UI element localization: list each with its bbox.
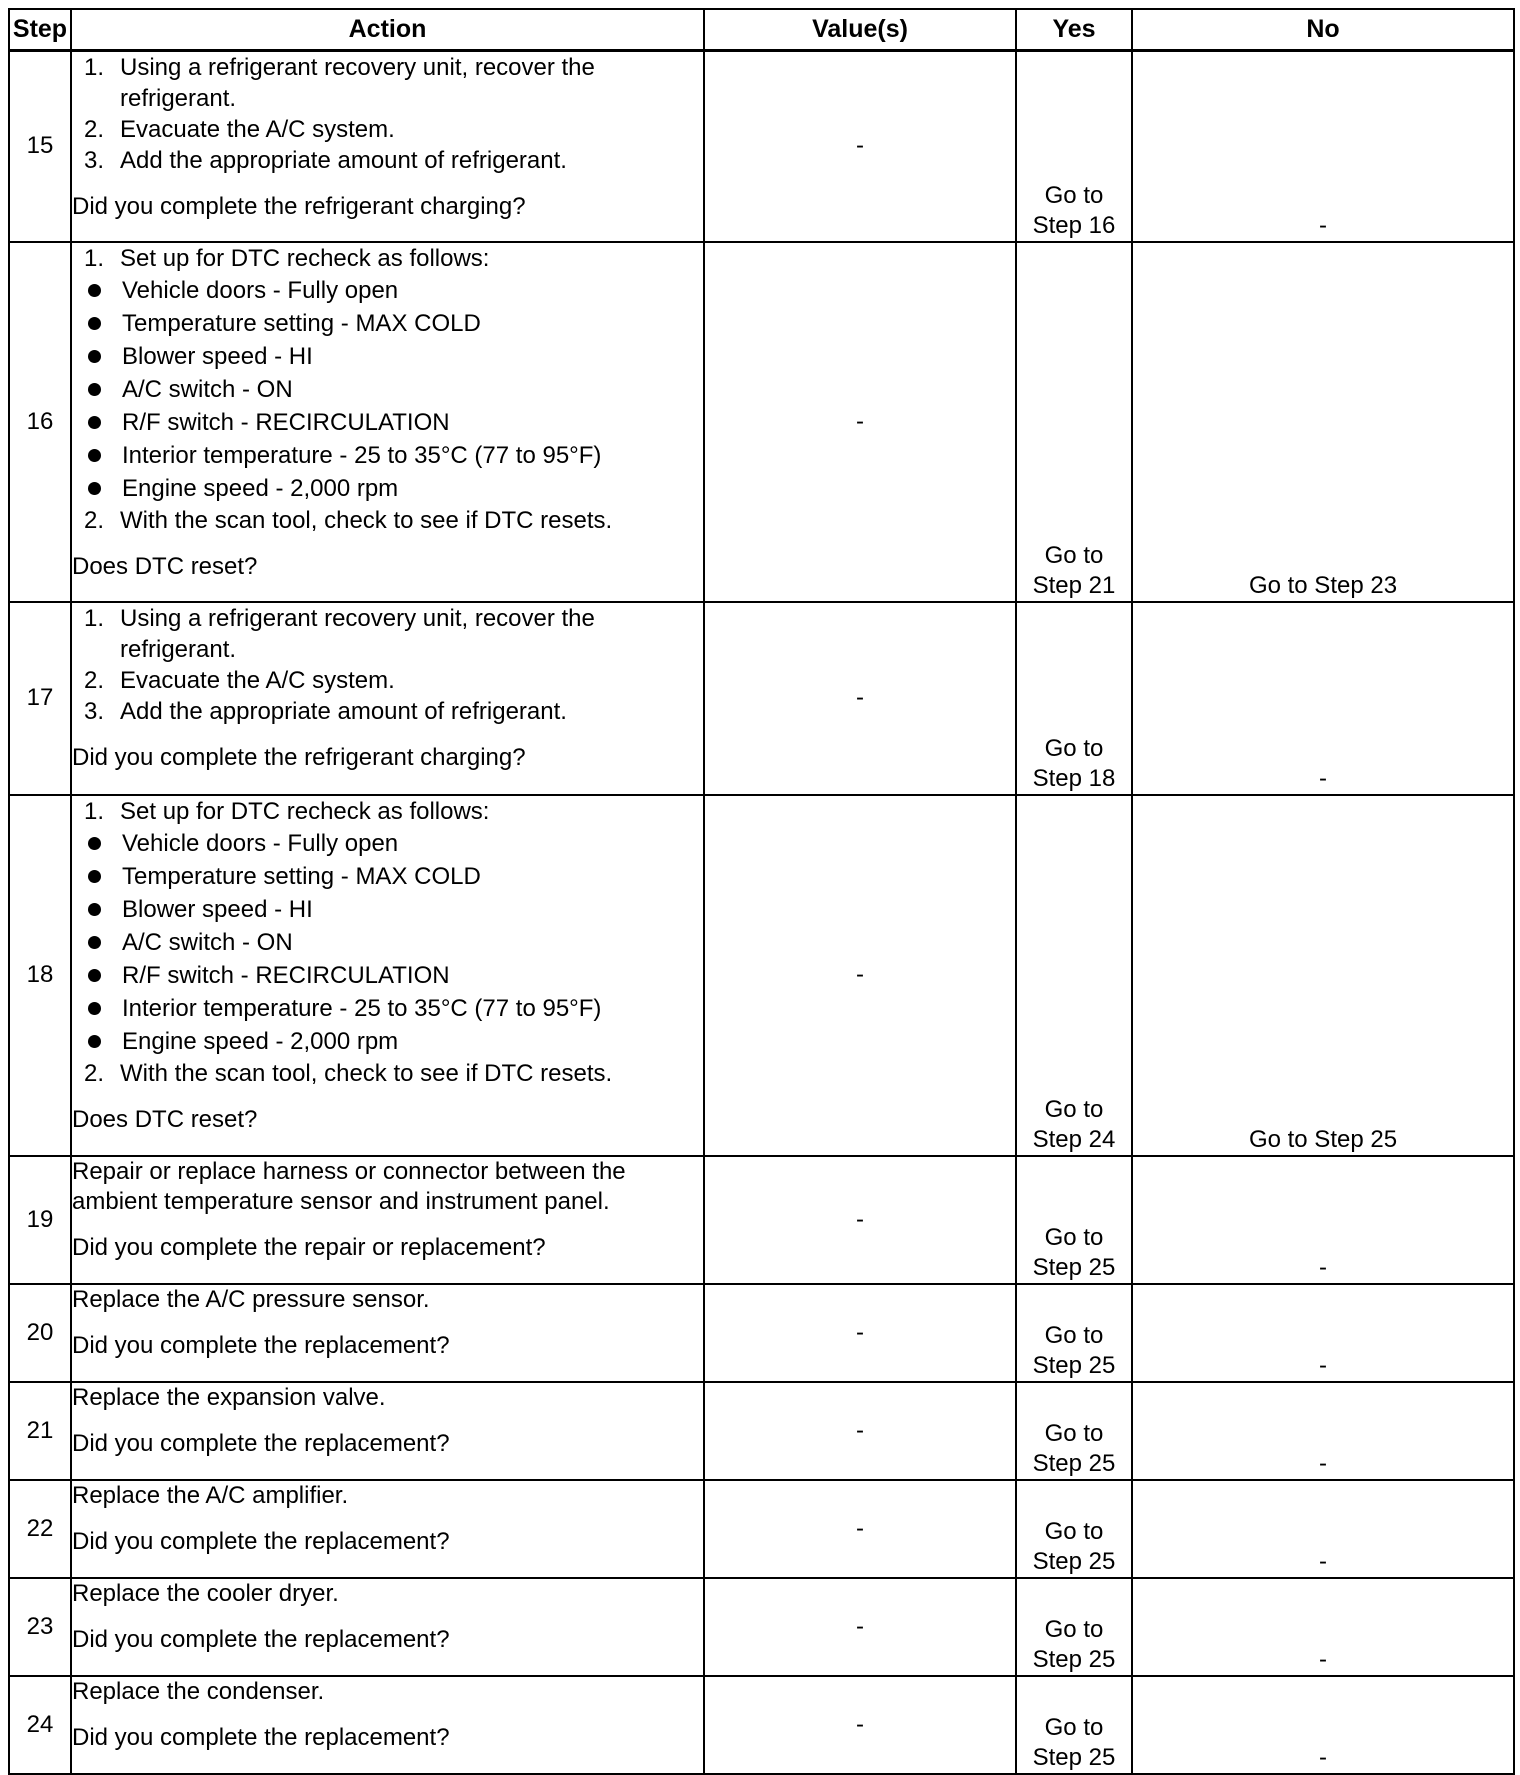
bullet-item — [72, 472, 703, 505]
action-text: Replace the cooler dryer. — [72, 1579, 339, 1607]
bullet-text: Vehicle doors - Fully open — [122, 829, 399, 857]
item-text: Evacuate the A/C system. — [120, 666, 395, 694]
list-item — [72, 145, 703, 176]
action-question: Did you complete the repair or replacement? — [72, 1233, 546, 1261]
yes-line1: Go to — [1044, 1517, 1104, 1545]
bullet-text: R/F switch - RECIRCULATION — [122, 961, 450, 989]
numbered-list — [72, 796, 703, 1089]
header-no: No — [1132, 9, 1514, 51]
action-question: Did you complete the replacement? — [72, 1527, 450, 1555]
step-number: 21 — [9, 1382, 71, 1480]
table-row — [9, 1480, 1514, 1578]
action-cell — [71, 51, 704, 242]
bullet-icon — [88, 903, 101, 916]
table-row — [9, 602, 1514, 795]
step-number: 24 — [9, 1676, 71, 1774]
table-row — [9, 242, 1514, 602]
table-header — [9, 9, 1514, 51]
bullet-text: Vehicle doors - Fully open — [122, 276, 399, 304]
action-text: Replace the A/C amplifier. — [72, 1481, 349, 1509]
numbered-list — [72, 603, 703, 727]
action-text: Replace the expansion valve. — [72, 1383, 386, 1411]
bullet-item — [72, 860, 703, 893]
list-item — [72, 1058, 703, 1089]
bullet-text: Interior temperature - 25 to 35°C (77 to 95°F) — [122, 994, 602, 1022]
action-text: Repair or replace harness or connector between the ambient temperature sensor and instrument panel. — [72, 1157, 626, 1215]
table-row — [9, 1382, 1514, 1480]
bullet-item — [72, 992, 703, 1025]
bullet-icon — [88, 969, 101, 982]
header-values: Value(s) — [704, 9, 1016, 51]
item-number: 2. — [84, 506, 105, 534]
action-cell — [71, 1382, 704, 1480]
bullet-text: Engine speed - 2,000 rpm — [122, 474, 399, 502]
action-text: Replace the condenser. — [72, 1677, 325, 1705]
value-cell: - — [704, 51, 1016, 242]
no-cell: - — [1132, 1578, 1514, 1676]
table-body — [9, 51, 1514, 1774]
bullet-item — [72, 893, 703, 926]
action-cell — [71, 1676, 704, 1774]
yes-cell — [1016, 1156, 1132, 1284]
step-number: 23 — [9, 1578, 71, 1676]
item-number: 3. — [84, 147, 105, 174]
table-row — [9, 1156, 1514, 1284]
no-cell: - — [1132, 51, 1514, 242]
step-number: 15 — [9, 51, 71, 242]
bullet-text: Temperature setting - MAX COLD — [122, 862, 481, 890]
bullet-icon — [88, 383, 101, 396]
bullet-item — [72, 340, 703, 373]
yes-line1: Go to — [1044, 181, 1104, 209]
bullet-icon — [88, 482, 101, 495]
bullet-text: R/F switch - RECIRCULATION — [122, 408, 450, 436]
item-text: Set up for DTC recheck as follows: — [120, 244, 490, 272]
bullet-item — [72, 1025, 703, 1058]
value-cell: - — [704, 795, 1016, 1156]
bullet-item — [72, 926, 703, 959]
no-cell: - — [1132, 1676, 1514, 1774]
no-cell: Go to Step 23 — [1132, 242, 1514, 602]
table-row — [9, 1284, 1514, 1382]
yes-line1: Go to — [1044, 1223, 1104, 1251]
header-yes: Yes — [1016, 9, 1132, 51]
yes-cell — [1016, 1578, 1132, 1676]
action-question: Did you complete the replacement? — [72, 1429, 450, 1457]
yes-line2: Step 25 — [1032, 1547, 1116, 1575]
no-cell: - — [1132, 1156, 1514, 1284]
table-row — [9, 1676, 1514, 1774]
item-number: 3. — [84, 697, 105, 725]
step-number: 19 — [9, 1156, 71, 1284]
yes-line2: Step 25 — [1032, 1449, 1116, 1477]
step-number: 20 — [9, 1284, 71, 1382]
item-text: With the scan tool, check to see if DTC resets. — [120, 506, 613, 534]
action-question: Did you complete the replacement? — [72, 1723, 450, 1751]
bullet-icon — [88, 1035, 101, 1048]
action-cell — [71, 1578, 704, 1676]
list-item — [72, 505, 703, 536]
bullet-icon — [88, 317, 101, 330]
no-cell: - — [1132, 602, 1514, 795]
item-number: 1. — [84, 604, 105, 632]
item-number: 1. — [84, 244, 105, 272]
bullet-item — [72, 959, 703, 992]
bullet-item — [72, 406, 703, 439]
no-cell: - — [1132, 1480, 1514, 1578]
bullet-text: Temperature setting - MAX COLD — [122, 309, 481, 337]
yes-cell — [1016, 1382, 1132, 1480]
yes-cell — [1016, 51, 1132, 242]
yes-line2: Step 25 — [1032, 1743, 1116, 1771]
bullet-item — [72, 827, 703, 860]
list-item — [72, 114, 703, 145]
yes-line2: Step 25 — [1032, 1253, 1116, 1281]
value-cell: - — [704, 1676, 1016, 1774]
action-cell — [71, 1156, 704, 1284]
yes-cell — [1016, 795, 1132, 1156]
bullet-text: A/C switch - ON — [122, 375, 293, 403]
item-text: Add the appropriate amount of refrigerant. — [120, 147, 567, 174]
value-cell: - — [704, 1480, 1016, 1578]
action-question: Does DTC reset? — [72, 552, 258, 580]
bullet-icon — [88, 449, 101, 462]
table-row — [9, 1578, 1514, 1676]
list-item — [72, 696, 703, 727]
yes-line2: Step 24 — [1032, 1125, 1116, 1153]
item-number: 2. — [84, 116, 105, 143]
list-item — [72, 52, 703, 114]
list-item — [72, 796, 703, 1058]
value-cell: - — [704, 602, 1016, 795]
item-text: Using a refrigerant recovery unit, recover the refrigerant. — [120, 604, 595, 663]
numbered-list — [72, 52, 703, 176]
yes-line2: Step 18 — [1032, 764, 1116, 792]
bullet-text: Blower speed - HI — [122, 895, 313, 923]
yes-cell — [1016, 1284, 1132, 1382]
yes-line2: Step 16 — [1032, 211, 1116, 239]
yes-line1: Go to — [1044, 1095, 1104, 1123]
value-cell: - — [704, 242, 1016, 602]
step-number: 18 — [9, 795, 71, 1156]
bullet-item — [72, 373, 703, 406]
list-item — [72, 243, 703, 505]
yes-line1: Go to — [1044, 1321, 1104, 1349]
bullet-icon — [88, 837, 101, 850]
header-action: Action — [71, 9, 704, 51]
bullet-icon — [88, 284, 101, 297]
bullet-list — [72, 827, 703, 1058]
header-step: Step — [9, 9, 71, 51]
bullet-text: Blower speed - HI — [122, 342, 313, 370]
value-cell: - — [704, 1382, 1016, 1480]
bullet-icon — [88, 870, 101, 883]
item-number: 2. — [84, 1059, 105, 1087]
action-question: Did you complete the replacement? — [72, 1331, 450, 1359]
bullet-icon — [88, 350, 101, 363]
value-cell: - — [704, 1156, 1016, 1284]
value-cell: - — [704, 1578, 1016, 1676]
bullet-item — [72, 307, 703, 340]
bullet-icon — [88, 416, 101, 429]
bullet-icon — [88, 936, 101, 949]
item-text: Evacuate the A/C system. — [120, 116, 395, 143]
table-row — [9, 51, 1514, 242]
yes-cell — [1016, 1480, 1132, 1578]
step-number: 17 — [9, 602, 71, 795]
list-item — [72, 665, 703, 696]
item-number: 1. — [84, 797, 105, 825]
step-number: 16 — [9, 242, 71, 602]
bullet-text: A/C switch - ON — [122, 928, 293, 956]
yes-line1: Go to — [1044, 1419, 1104, 1447]
yes-line2: Step 25 — [1032, 1645, 1116, 1673]
action-question: Did you complete the refrigerant charging? — [72, 743, 526, 771]
action-cell — [71, 1480, 704, 1578]
action-cell — [71, 602, 704, 795]
bullet-text: Engine speed - 2,000 rpm — [122, 1027, 399, 1055]
bullet-list — [72, 274, 703, 505]
action-question: Does DTC reset? — [72, 1105, 258, 1133]
numbered-list — [72, 243, 703, 536]
header-row — [9, 9, 1514, 51]
step-number: 22 — [9, 1480, 71, 1578]
no-cell: - — [1132, 1284, 1514, 1382]
value-cell: - — [704, 1284, 1016, 1382]
action-cell — [71, 795, 704, 1156]
yes-line1: Go to — [1044, 734, 1104, 762]
bullet-item — [72, 274, 703, 307]
item-text: Set up for DTC recheck as follows: — [120, 797, 490, 825]
item-text: With the scan tool, check to see if DTC resets. — [120, 1059, 613, 1087]
item-text: Using a refrigerant recovery unit, recover the refrigerant. — [120, 54, 595, 112]
yes-cell — [1016, 242, 1132, 602]
action-question: Did you complete the refrigerant charging? — [72, 193, 526, 220]
yes-line2: Step 25 — [1032, 1351, 1116, 1379]
item-number: 2. — [84, 666, 105, 694]
yes-line1: Go to — [1044, 541, 1104, 569]
yes-line1: Go to — [1044, 1713, 1104, 1741]
item-number: 1. — [84, 54, 105, 81]
bullet-icon — [88, 1002, 101, 1015]
bullet-text: Interior temperature - 25 to 35°C (77 to 95°F) — [122, 441, 602, 469]
no-cell: Go to Step 25 — [1132, 795, 1514, 1156]
item-text: Add the appropriate amount of refrigerant. — [120, 697, 567, 725]
bullet-item — [72, 439, 703, 472]
action-cell — [71, 1284, 704, 1382]
diagnostic-table — [8, 8, 1515, 1775]
yes-line1: Go to — [1044, 1615, 1104, 1643]
yes-line2: Step 21 — [1032, 571, 1116, 599]
action-text: Replace the A/C pressure sensor. — [72, 1285, 430, 1313]
action-cell — [71, 242, 704, 602]
list-item — [72, 603, 703, 665]
action-question: Did you complete the replacement? — [72, 1625, 450, 1653]
no-cell: - — [1132, 1382, 1514, 1480]
yes-cell — [1016, 1676, 1132, 1774]
table-row — [9, 795, 1514, 1156]
yes-cell — [1016, 602, 1132, 795]
